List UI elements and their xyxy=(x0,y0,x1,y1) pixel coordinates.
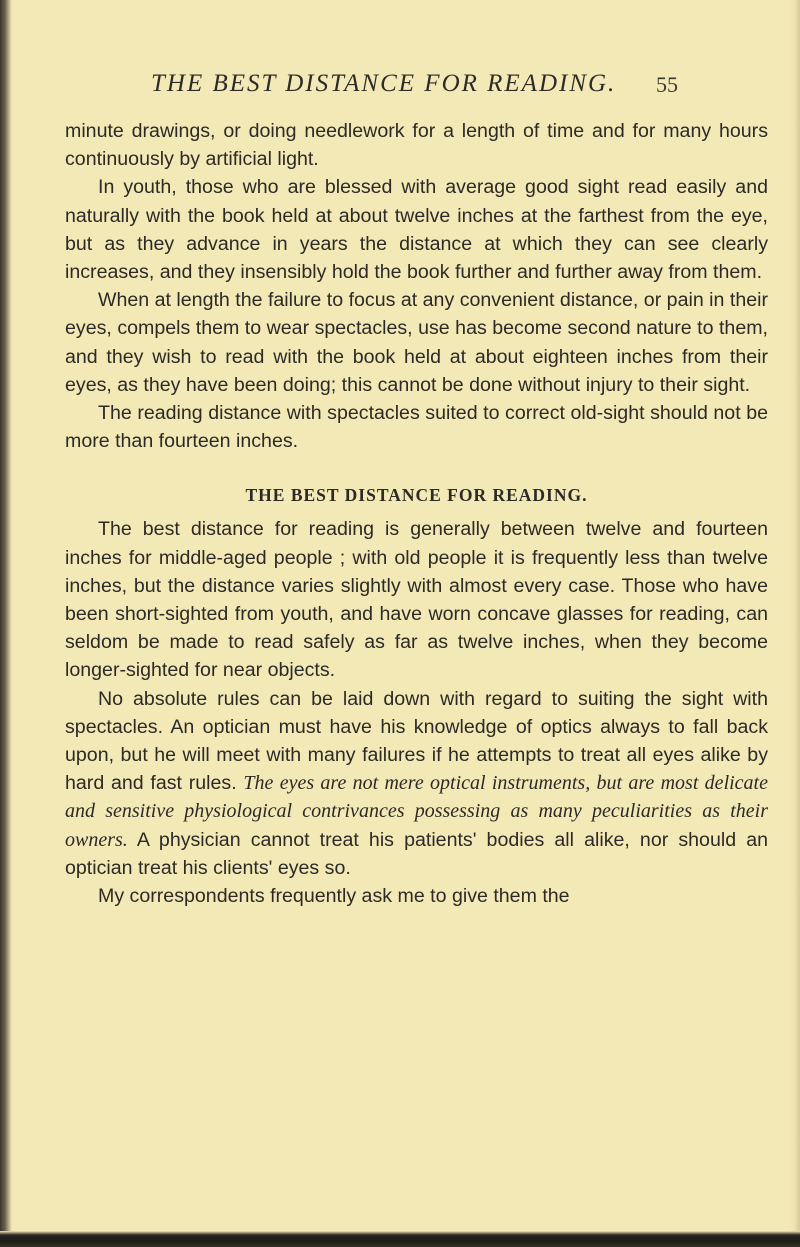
paragraph-6-italic: The eyes are not mere optical instruments, but are most delicate and sensitive physiological contrivances possessing as many peculiarities as their owners. xyxy=(65,772,768,851)
page-number: 55 xyxy=(656,72,678,97)
page-body xyxy=(65,117,768,910)
page-binding-edge xyxy=(0,0,12,1247)
paragraph-6 xyxy=(65,685,768,882)
paragraph-4: The reading distance with spectacles suited to correct old-sight should not be more than fourteen inches. xyxy=(65,402,768,453)
running-title: THE BEST DISTANCE FOR READING. xyxy=(151,70,617,97)
section-heading: THE BEST DISTANCE FOR READING. xyxy=(245,485,588,506)
paragraph-2: In youth, those who are blessed with average good sight read easily and naturally with the book held at about twelve inches at the farthest from the eye, but as they advance in years the distance at which they can see clearly increases, and they insensibly hold the book further and further away from them. xyxy=(65,176,768,284)
paragraph-6-end: A physician cannot treat his patients' bodies all alike, nor should an optician treat his clients' eyes so. xyxy=(65,828,768,879)
paragraph-7: My correspondents frequently ask me to give them the xyxy=(98,885,570,908)
paragraph-1: minute drawings, or doing needlework for a length of time and for many hours continuously by artificial light. xyxy=(65,120,768,171)
page-header xyxy=(0,70,800,110)
paragraph-6-start: No absolute rules can be laid down with regard to suiting the sight with spectacles. An optician must have his knowledge of optics always to fall back upon, but he will meet with many failures if he attempts to treat all eyes alike by hard and fast rules. xyxy=(65,687,768,795)
page-right-edge xyxy=(788,0,800,1247)
paragraph-5: The best distance for reading is generally between twelve and fourteen inches for middle-aged people ; with old people it is frequently less than twelve inches, but the distance varies slightly with almost every case. Those who have been short-sighted from youth, and have worn concave glasses for reading, can seldom be made to read safely as far as twelve inches, when they become longer-sighted for near objects. xyxy=(65,518,768,682)
paragraph-3: When at length the failure to focus at any convenient distance, or pain in their eyes, compels them to wear spectacles, use has become second nature to them, and they wish to read with the book held at about eighteen inches from their eyes, as they have been doing; this cannot be done without injury to their sight. xyxy=(65,289,768,396)
page-bottom-edge xyxy=(0,1231,800,1247)
